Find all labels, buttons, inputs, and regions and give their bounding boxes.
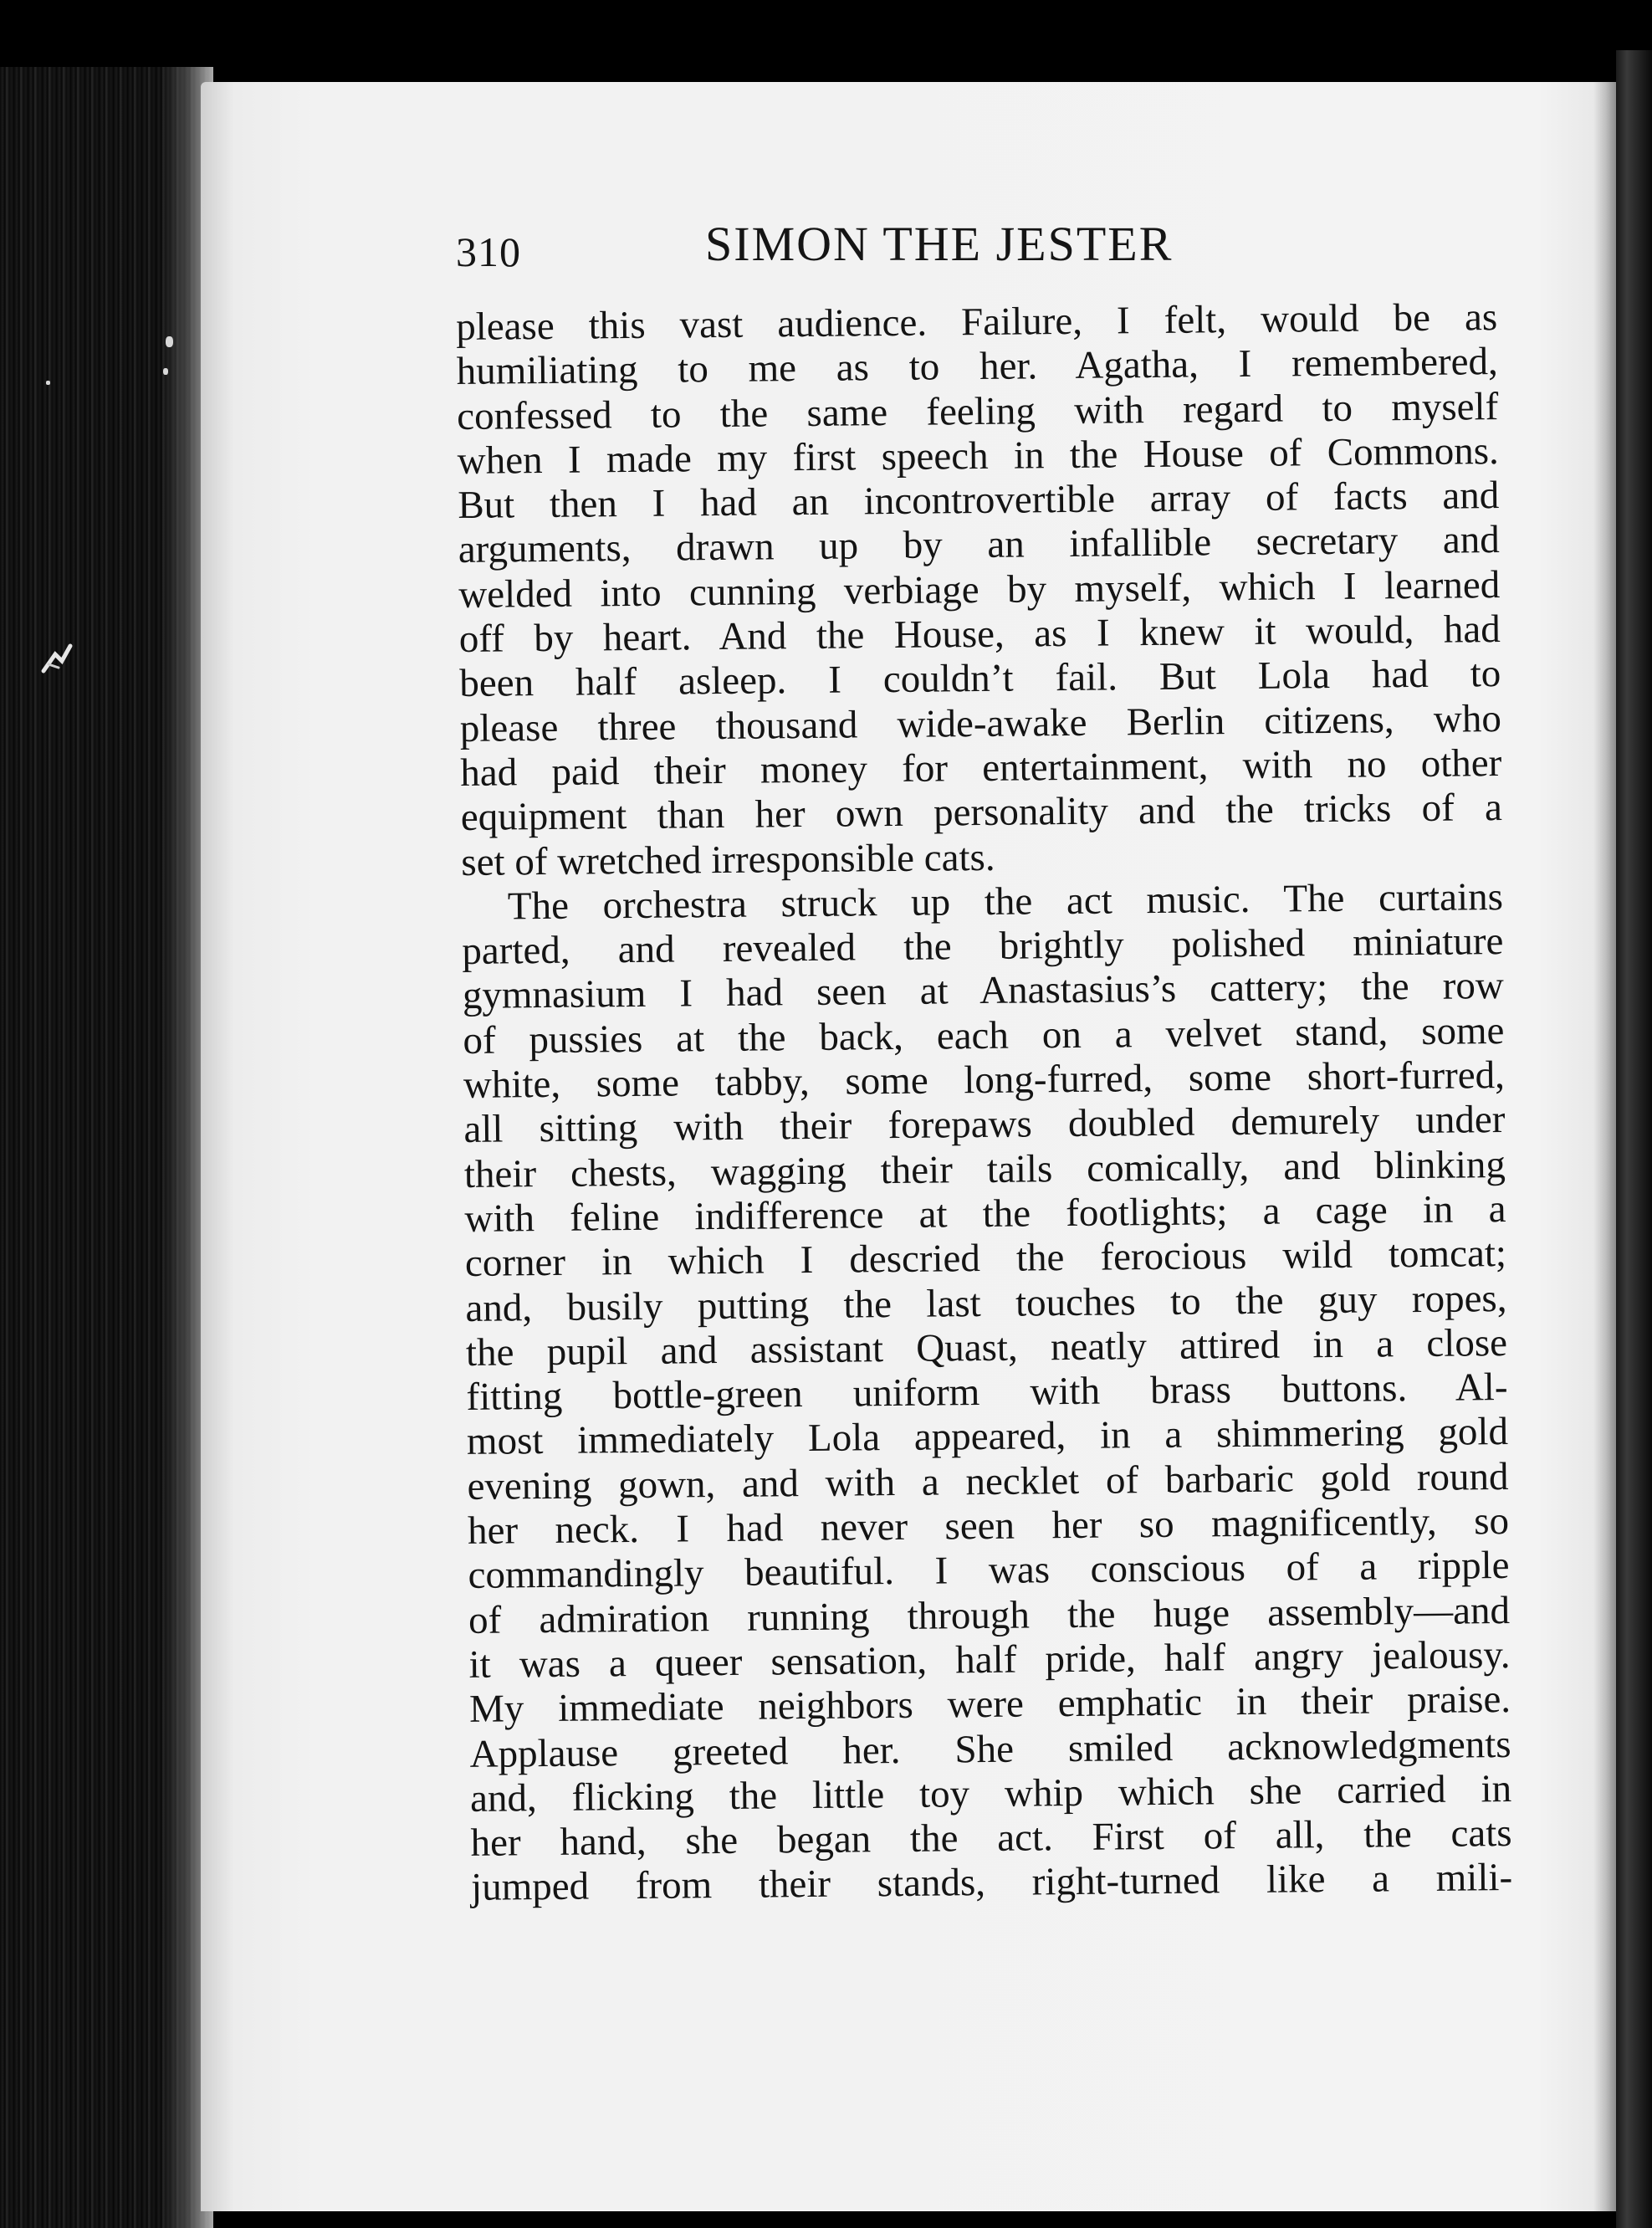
- text-line: of pussies at the back, each on a velvet stand, some: [463, 1008, 1505, 1063]
- text-line: off by heart. And the House, as I knew it would, had: [458, 607, 1501, 662]
- text-line: equipment than her own personality and the tricks of a: [460, 786, 1503, 840]
- text-line: please this vast audience. Failure, I felt, would be as: [456, 295, 1498, 349]
- text-line: But then I had an incontrovertible array of facts and: [458, 474, 1500, 528]
- text-line: had paid their money for entertainment, with no other: [460, 740, 1502, 795]
- scan-speck: [46, 381, 50, 385]
- text-line: My immediate neighbors were emphatic in their praise.: [468, 1677, 1511, 1732]
- text-line: been half asleep. I couldn’t fail. But Lola had to: [459, 652, 1501, 706]
- text-line: it was a queer sensation, half pride, half angry jealousy.: [468, 1632, 1511, 1687]
- text-line: all sitting with their forepaws doubled demurely under: [463, 1098, 1506, 1152]
- text-line: confessed to the same feeling with regard to myself: [457, 384, 1499, 438]
- text-line: corner in which I descried the ferocious wild tomcat;: [464, 1232, 1507, 1286]
- page-number: 310: [456, 228, 521, 275]
- text-line: her hand, she began the act. First of all, the cats: [470, 1811, 1512, 1866]
- text-line: the pupil and assistant Quast, neatly attired in a close: [465, 1320, 1508, 1375]
- scan-speck: [166, 336, 173, 347]
- text-line: of admiration running through the huge assembly—and: [468, 1588, 1511, 1642]
- text-line: and, flicking the little toy whip which she carried in: [469, 1766, 1512, 1821]
- body-text: [456, 295, 1512, 1911]
- text-line: welded into cunning verbiage by myself, which I learned: [458, 562, 1501, 617]
- text-line: The orchestra struck up the act music. The curtains: [507, 874, 1504, 929]
- text-line: their chests, wagging their tails comically, and blinking: [463, 1142, 1506, 1196]
- scan-scratch-mark: [40, 643, 74, 674]
- text-line: commandingly beautiful. I was conscious of a ripple: [468, 1544, 1510, 1598]
- text-line: set of wretched irresponsible cats.: [461, 835, 995, 884]
- text-line: Applause greeted her. She smiled acknowledgments: [469, 1722, 1511, 1776]
- book-binding-edge: [0, 67, 213, 2228]
- scan-speck: [163, 368, 168, 375]
- text-line: parted, and revealed the brightly polished miniature: [462, 919, 1504, 974]
- text-line: arguments, drawn up by an infallible secretary and: [458, 518, 1500, 572]
- text-line: please three thousand wide-awake Berlin citizens, who: [459, 696, 1502, 750]
- text-line: jumped from their stands, right-turned like a mili-: [470, 1856, 1513, 1910]
- text-line: humiliating to me as to her. Agatha, I remembered,: [456, 340, 1498, 394]
- text-line: gymnasium I had seen at Anastasius’s cattery; the row: [462, 964, 1505, 1018]
- text-line: most immediately Lola appeared, in a shimmering gold: [466, 1410, 1509, 1464]
- text-line: with feline indifference at the footlights; a cage in a: [464, 1186, 1506, 1241]
- text-line: her neck. I had never seen her so magnificently, so: [467, 1498, 1510, 1553]
- text-line: evening gown, and with a necklet of barbaric gold round: [467, 1454, 1509, 1508]
- text-line: and, busily putting the last touches to the guy ropes,: [465, 1276, 1507, 1330]
- right-page-edge: [1616, 50, 1652, 2228]
- running-head: [456, 209, 1309, 284]
- text-line: white, some tabby, some long-furred, some short-furred,: [463, 1053, 1506, 1108]
- text-line: when I made my first speech in the House of Commons.: [457, 428, 1499, 483]
- gutter-shadow: [1593, 82, 1619, 2211]
- text-line: fitting bottle-green uniform with brass buttons. Al-: [466, 1365, 1508, 1420]
- running-title: SIMON THE JESTER: [705, 217, 1174, 271]
